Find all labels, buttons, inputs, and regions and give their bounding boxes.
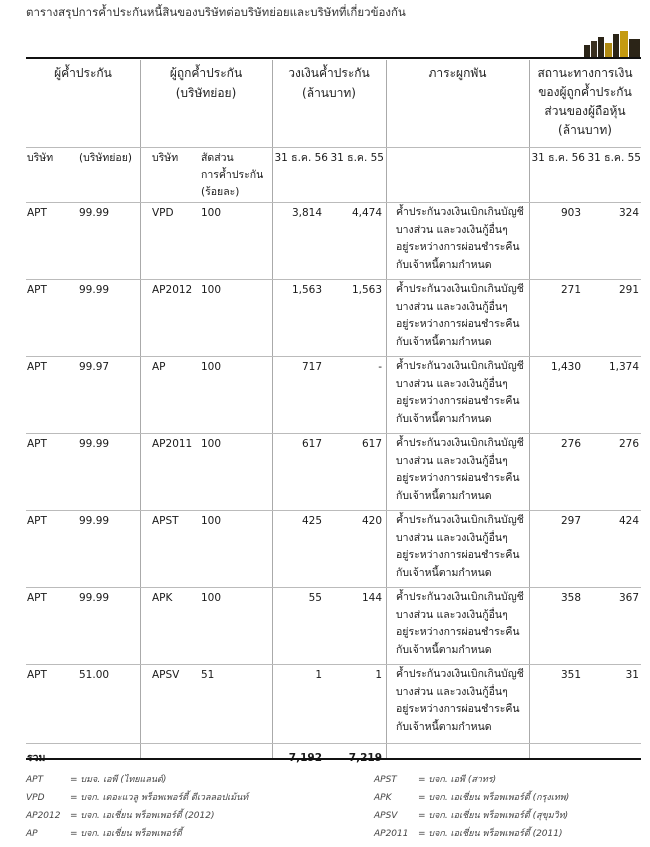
row-obligation-line: กับเจ้าหนี้ตามกำหนด	[396, 412, 492, 425]
subheader-ratio-line1: สัดส่วน	[201, 152, 234, 164]
row-holding-percent: 99.99	[79, 284, 110, 296]
row-obligation-line: กับเจ้าหนี้ตามกำหนด	[396, 566, 492, 579]
header-financial-status-line1: สถานะทางการเงิน	[537, 66, 633, 80]
legend-entry	[26, 826, 182, 840]
legend-code: APST	[374, 775, 397, 785]
row-obligation-line: บางส่วน และวงเงินกู้อื่นๆ	[396, 454, 508, 467]
row-obligation-line: อยู่ระหว่างการผ่อนชำระคืน	[396, 241, 520, 253]
subheader-company: บริษัท	[27, 152, 54, 164]
row-ratio: 100	[201, 592, 222, 604]
legend-code: AP2011	[374, 829, 409, 839]
row-obligation-line: บางส่วน และวงเงินกู้อื่นๆ	[396, 685, 508, 698]
subheader-date-2013-equity: 31 ธ.ค. 56	[531, 152, 585, 164]
row-obligation-line: บางส่วน และวงเงินกู้อื่นๆ	[396, 300, 508, 313]
row-subsidiary: APK	[152, 592, 173, 604]
legend-text: = บจก. เอเชี่ยน พร็อพเพอร์ตี้ (2012)	[70, 811, 215, 821]
row-holding-percent: 99.99	[79, 207, 110, 219]
row-equity-2013: 358	[560, 592, 581, 604]
legend-code: VPD	[26, 793, 45, 803]
row-amount-2013: 3,814	[291, 207, 322, 219]
row-divider	[26, 510, 641, 511]
header-amount-line2: (ล้านบาท)	[302, 86, 356, 100]
legend-entry	[374, 826, 563, 840]
legend-text: = บจก. เอเชี่ยน พร็อพเพอร์ตี้ (2011)	[418, 829, 563, 839]
subheader-subsidiary: (บริษัทย่อย)	[79, 152, 132, 164]
row-guarantor: APT	[27, 207, 47, 219]
row-amount-2013: 1,563	[291, 284, 322, 296]
row-ratio: 100	[201, 515, 222, 527]
row-amount-2013: 617	[301, 438, 322, 450]
row-obligation-line: อยู่ระหว่างการผ่อนชำระคืน	[396, 703, 520, 715]
row-equity-2012: 367	[618, 592, 639, 604]
row-obligation-line: ค้ำประกันวงเงินเบิกเกินบัญชี	[396, 283, 524, 295]
row-equity-2013: 903	[560, 207, 581, 219]
row-amount-2012: 617	[361, 438, 382, 450]
subheader-date-2013: 31 ธ.ค. 56	[274, 152, 328, 164]
total-divider	[26, 743, 641, 744]
row-subsidiary: AP2011	[152, 438, 193, 450]
row-divider	[26, 587, 641, 588]
row-ratio: 100	[201, 361, 222, 373]
row-amount-2012: 1	[375, 669, 382, 681]
legend-code: AP2012	[26, 811, 61, 821]
row-subsidiary: AP2012	[152, 284, 193, 296]
row-equity-2012: 291	[618, 284, 639, 296]
table-bottom-rule	[26, 758, 641, 760]
row-obligation-line: ค้ำประกันวงเงินเบิกเกินบัญชี	[396, 437, 524, 449]
row-equity-2013: 271	[560, 284, 581, 296]
row-subsidiary: APSV	[152, 669, 180, 681]
row-amount-2012: 144	[361, 592, 382, 604]
company-logo-icon	[584, 31, 640, 57]
legend-text: = บจก. เดอะแวลู พร็อพเพอร์ตี้ ดีเวลลอปเม้นท์	[70, 793, 249, 803]
row-obligation-line: ค้ำประกันวงเงินเบิกเกินบัญชี	[396, 206, 524, 218]
row-obligation-line: ค้ำประกันวงเงินเบิกเกินบัญชี	[396, 668, 524, 680]
header-financial-status-line3: ส่วนของผู้ถือหุ้น	[544, 104, 626, 118]
row-obligation-line: อยู่ระหว่างการผ่อนชำระคืน	[396, 549, 520, 561]
column-divider	[140, 60, 141, 758]
row-obligation-line: กับเจ้าหนี้ตามกำหนด	[396, 258, 492, 271]
row-equity-2012: 1,374	[608, 361, 639, 373]
row-obligation-line: กับเจ้าหนี้ตามกำหนด	[396, 335, 492, 348]
row-ratio: 100	[201, 284, 222, 296]
row-obligation-line: กับเจ้าหนี้ตามกำหนด	[396, 489, 492, 502]
row-guarantor: APT	[27, 669, 47, 681]
row-obligation-line: อยู่ระหว่างการผ่อนชำระคืน	[396, 626, 520, 638]
legend-code: APSV	[374, 811, 398, 821]
row-obligation-line: กับเจ้าหนี้ตามกำหนด	[396, 643, 492, 656]
row-equity-2013: 1,430	[550, 361, 581, 373]
row-amount-2013: 425	[301, 515, 322, 527]
row-guarantor: APT	[27, 592, 47, 604]
row-divider	[26, 202, 641, 203]
legend-code: APK	[374, 793, 392, 803]
legend-text: = บมจ. เอพี (ไทยแลนด์)	[70, 775, 167, 785]
row-amount-2013: 1	[315, 669, 322, 681]
row-obligation-line: บางส่วน และวงเงินกู้อื่นๆ	[396, 377, 508, 390]
header-amount-line1: วงเงินค้ำประกัน	[288, 66, 370, 80]
row-holding-percent: 99.97	[79, 361, 110, 373]
row-equity-2012: 324	[618, 207, 639, 219]
legend-entry	[26, 772, 166, 786]
row-guarantor: APT	[27, 361, 47, 373]
legend-entry	[26, 790, 248, 804]
row-obligation-line: กับเจ้าหนี้ตามกำหนด	[396, 720, 492, 733]
row-obligation-line: อยู่ระหว่างการผ่อนชำระคืน	[396, 395, 520, 407]
legend-entry	[374, 808, 568, 822]
legend-code: APT	[26, 775, 44, 785]
row-obligation-line: ค้ำประกันวงเงินเบิกเกินบัญชี	[396, 591, 524, 603]
row-ratio: 100	[201, 438, 222, 450]
subheader-rule	[26, 147, 641, 148]
subheader-date-2012-equity: 31 ธ.ค. 55	[587, 152, 641, 164]
row-obligation-line: บางส่วน และวงเงินกู้อื่นๆ	[396, 608, 508, 621]
row-obligation-line: ค้ำประกันวงเงินเบิกเกินบัญชี	[396, 360, 524, 372]
column-divider	[386, 60, 387, 758]
legend-text: = บจก. เอเชี่ยน พร็อพเพอร์ตี้	[70, 829, 182, 839]
legend-entry	[26, 808, 215, 822]
subheader-ratio-line3: (ร้อยละ)	[201, 186, 240, 198]
subheader-ratio-line2: การค้ำประกัน	[201, 169, 264, 181]
row-guarantor: APT	[27, 438, 47, 450]
header-obligation: ภาระผูกพัน	[428, 66, 487, 80]
row-divider	[26, 279, 641, 280]
page-title: ตารางสรุปการค้ำประกันหนี้สินของบริษัทต่อบริษัทย่อยและบริษัทที่เกี่ยวข้องกัน	[26, 5, 406, 19]
row-amount-2012: 4,474	[351, 207, 382, 219]
row-amount-2012: -	[378, 361, 382, 373]
row-equity-2013: 351	[560, 669, 581, 681]
header-financial-status-line2: ของผู้ถูกค้ำประกัน	[538, 85, 632, 99]
row-divider	[26, 356, 641, 357]
row-obligation-line: อยู่ระหว่างการผ่อนชำระคืน	[396, 318, 520, 330]
row-amount-2012: 420	[361, 515, 382, 527]
legend-text: = บจก. เอเชี่ยน พร็อพเพอร์ตี้ (สุขุมวิท)	[418, 811, 569, 821]
header-guaranteed-line1: ผู้ถูกค้ำประกัน	[169, 66, 243, 80]
legend-entry	[374, 772, 496, 786]
row-amount-2013: 55	[308, 592, 322, 604]
table-top-rule	[26, 57, 641, 59]
row-divider	[26, 664, 641, 665]
row-guarantor: APT	[27, 284, 47, 296]
row-holding-percent: 51.00	[79, 669, 110, 681]
row-equity-2013: 297	[560, 515, 581, 527]
header-guaranteed-line2: (บริษัทย่อย)	[175, 86, 237, 100]
subheader-company2: บริษัท	[152, 152, 179, 164]
row-subsidiary: APST	[152, 515, 179, 527]
legend-entry	[374, 790, 569, 804]
legend-text: = บจก. เอเชี่ยน พร็อพเพอร์ตี้ (กรุงเทพ)	[418, 793, 570, 803]
row-equity-2012: 31	[625, 669, 639, 681]
legend-text: = บจก. เอพี (สาทร)	[418, 775, 497, 785]
row-equity-2013: 276	[560, 438, 581, 450]
row-equity-2012: 276	[618, 438, 639, 450]
row-equity-2012: 424	[618, 515, 639, 527]
row-amount-2012: 1,563	[351, 284, 382, 296]
row-divider	[26, 433, 641, 434]
header-guarantor: ผู้ค้ำประกัน	[54, 66, 112, 80]
header-financial-status-line4: (ล้านบาท)	[558, 123, 612, 137]
row-ratio: 51	[201, 669, 215, 681]
row-guarantor: APT	[27, 515, 47, 527]
row-amount-2013: 717	[301, 361, 322, 373]
row-holding-percent: 99.99	[79, 515, 110, 527]
subheader-date-2012: 31 ธ.ค. 55	[330, 152, 384, 164]
legend-code: AP	[26, 829, 38, 839]
row-obligation-line: บางส่วน และวงเงินกู้อื่นๆ	[396, 223, 508, 236]
row-ratio: 100	[201, 207, 222, 219]
row-obligation-line: บางส่วน และวงเงินกู้อื่นๆ	[396, 531, 508, 544]
row-holding-percent: 99.99	[79, 438, 110, 450]
row-subsidiary: VPD	[152, 207, 174, 219]
row-obligation-line: ค้ำประกันวงเงินเบิกเกินบัญชี	[396, 514, 524, 526]
row-subsidiary: AP	[152, 361, 166, 373]
row-obligation-line: อยู่ระหว่างการผ่อนชำระคืน	[396, 472, 520, 484]
row-holding-percent: 99.99	[79, 592, 110, 604]
